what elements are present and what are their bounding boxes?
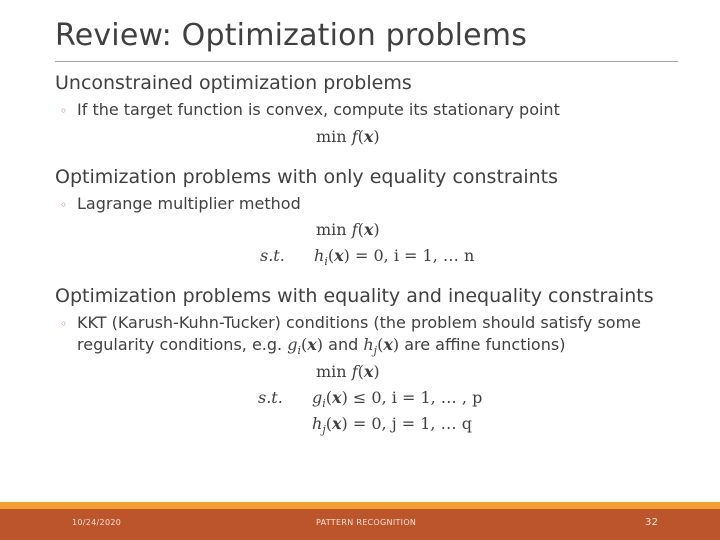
min-operator: min <box>316 362 347 381</box>
slide-title: Review: Optimization problems <box>55 18 528 53</box>
section-heading-kkt: Optimization problems with equality and inequality constraints <box>55 285 654 307</box>
h-j-x: $h_j(x)$ <box>363 335 400 358</box>
min-operator: min <box>316 220 347 239</box>
footer-accent-stripe <box>0 502 720 509</box>
inequality-tail: ≤ 0, i = 1, … , p <box>347 388 483 407</box>
section-heading-equality: Optimization problems with only equality constraints <box>55 166 559 188</box>
kkt-line2-mid: and <box>323 335 364 354</box>
sub-bullet-icon: ◦ <box>60 198 68 212</box>
footer-course: PATTERN RECOGNITION <box>316 518 417 527</box>
equality2-tail: = 0, j = 1, … q <box>347 414 472 433</box>
formula-equality-constraint-2: $h_j(x) = 0$, j = 1, … q <box>312 414 472 437</box>
formula-st-label-2 <box>258 388 283 407</box>
sub-point-convex: If the target function is convex, compute its stationary point <box>77 100 560 119</box>
st-label: s.t. <box>258 388 283 407</box>
min-operator: min <box>316 127 347 146</box>
footer-date: 10/24/2020 <box>72 518 122 527</box>
kkt-line2-post: are affine functions) <box>399 335 566 354</box>
formula-st-label-1 <box>260 246 285 265</box>
st-label: s.t. <box>260 246 285 265</box>
sub-point-lagrange: Lagrange multiplier method <box>77 194 301 213</box>
title-divider <box>55 61 678 62</box>
kkt-line2-pre: regularity conditions, e.g. <box>77 335 288 354</box>
g-i-x: $g_i(x)$ <box>287 335 324 358</box>
formula-min-f-2: min f(x) <box>316 220 380 239</box>
sub-bullet-icon: ◦ <box>60 104 68 118</box>
page-number: 32 <box>645 517 659 528</box>
sub-point-kkt-line1: KKT (Karush-Kuhn-Tucker) conditions (the problem should satisfy some <box>77 313 641 332</box>
section-heading-unconstrained: Unconstrained optimization problems <box>55 72 412 94</box>
equality-tail: = 0, i = 1, … n <box>349 246 475 265</box>
formula-inequality-constraint: $g_i(x) \le 0$, i = 1, … , p <box>312 388 483 411</box>
formula-min-f-1: min f(x) <box>316 127 380 146</box>
formula-equality-constraint: $h_i(x) = 0$, i = 1, … n <box>314 246 475 269</box>
sub-point-kkt-line2 <box>77 335 565 357</box>
sub-bullet-icon: ◦ <box>60 317 68 331</box>
formula-min-f-3: min f(x) <box>316 362 380 381</box>
